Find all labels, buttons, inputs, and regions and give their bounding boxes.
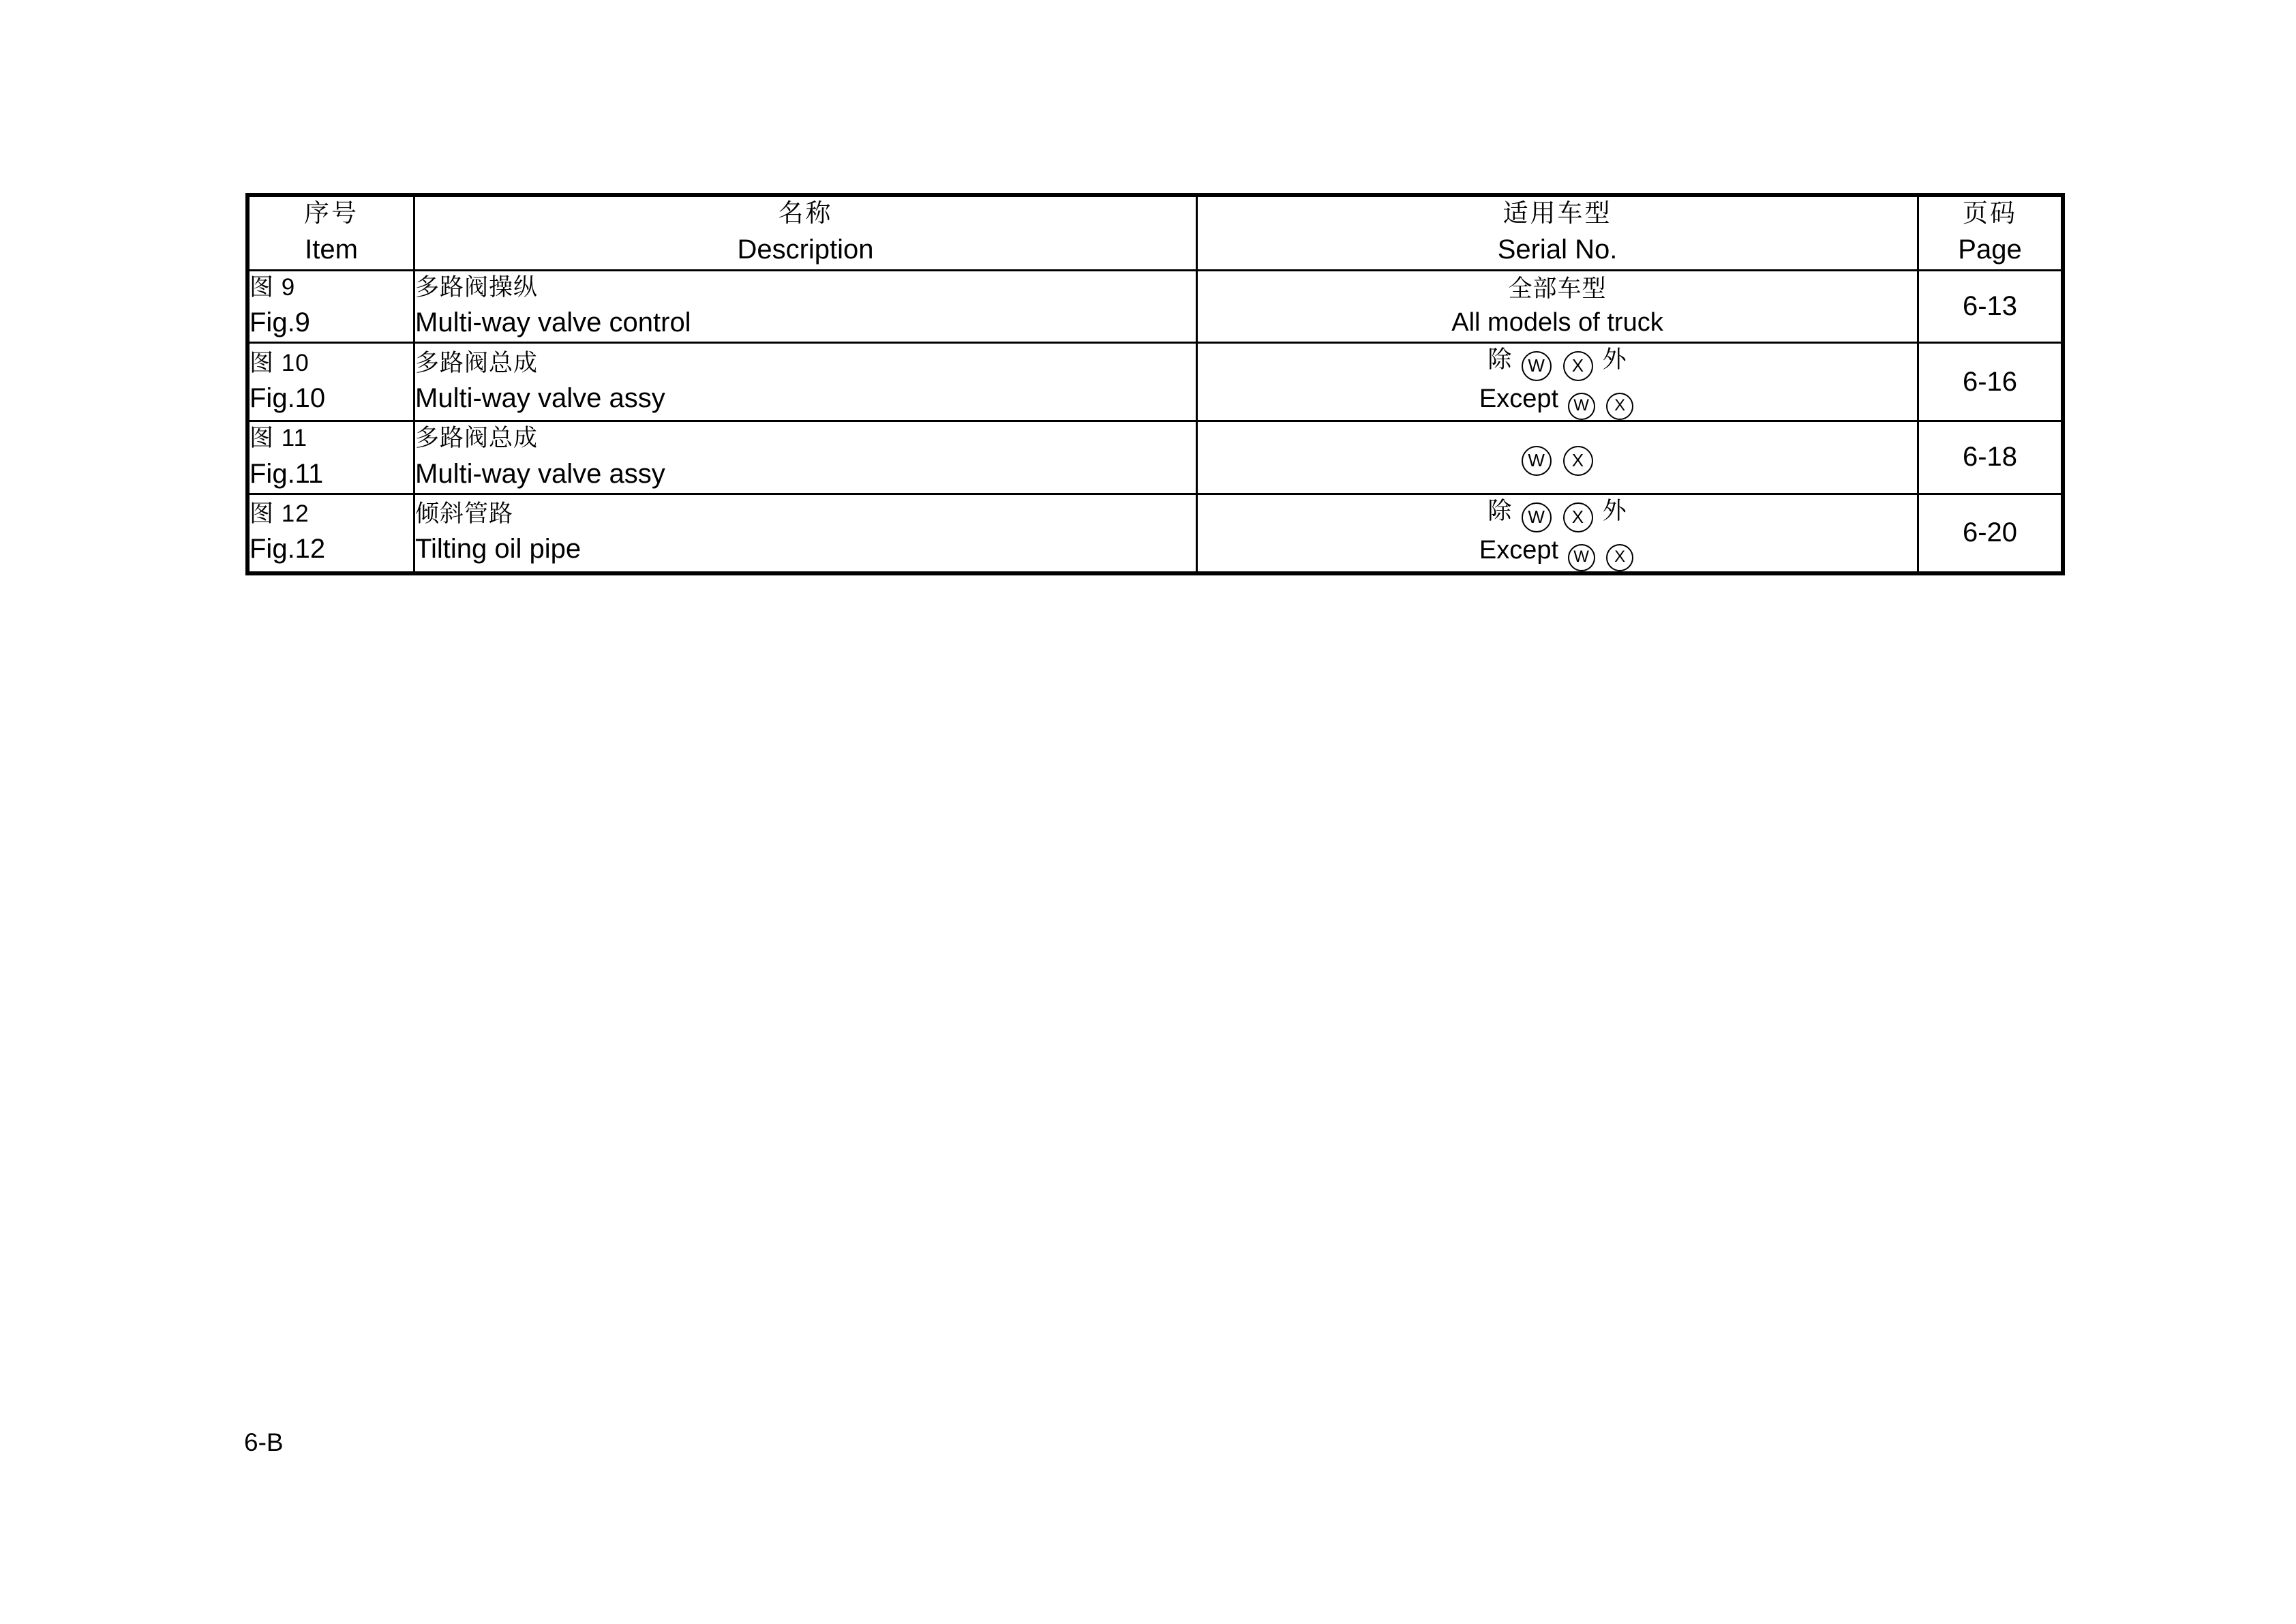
row-description [414,271,1197,343]
circled-w-icon: W [1522,446,1552,476]
row-serial-no [1197,343,1918,421]
row-item-en: Fig.12 [250,534,326,565]
header-page-cn: 页码 [1963,199,2017,227]
table-header-row [247,195,2063,271]
row-description-en: Multi-way valve assy [415,458,665,489]
row-serial-cn-suffix: 外 [1602,497,1627,524]
row-serial-cn [1198,273,1917,305]
row-description-cn: 多路阀总成 [415,425,539,452]
row-page: 6-18 [1918,421,2064,494]
header-serial-no-cn: 适用车型 [1502,199,1612,227]
header-serial-no [1197,195,1918,271]
circled-w-icon: W [1522,502,1552,532]
circled-w-icon: W [1568,544,1595,571]
row-serial-en-prefix: All models of truck [1451,307,1663,337]
row-description-cn: 多路阀操纵 [415,274,539,301]
row-serial-en-prefix: Except [1479,535,1559,565]
row-serial-cn [1198,438,1917,476]
row-page: 6-20 [1918,494,2064,573]
row-serial-cn-prefix: 除 [1487,497,1513,524]
row-description-en: Multi-way valve control [415,307,691,338]
table-row [247,494,2063,573]
row-serial-en [1198,381,1917,420]
row-item [247,271,414,343]
row-serial-no [1197,421,1918,494]
header-item-en: Item [305,235,358,265]
row-page: 6-13 [1918,271,2064,343]
circled-x-icon: X [1606,544,1633,571]
row-item [247,421,414,494]
row-description [414,494,1197,573]
row-item-en: Fig.9 [250,307,310,338]
header-serial-no-en: Serial No. [1497,235,1618,265]
circled-w-icon: W [1568,393,1595,420]
header-description-en: Description [737,235,874,265]
row-serial-cn [1198,495,1917,532]
row-serial-cn [1198,344,1917,381]
row-serial-en [1198,305,1917,341]
header-item-cn: 序号 [304,199,359,227]
circled-x-icon: X [1563,446,1593,476]
row-page: 6-16 [1918,343,2064,421]
row-item-en: Fig.10 [250,382,326,413]
row-description-cn: 倾斜管路 [415,500,514,527]
row-serial-en-prefix: Except [1479,385,1559,414]
parts-catalog-table [245,193,2065,575]
row-item-en: Fig.11 [250,458,324,489]
footer-page-label: 6-B [244,1428,284,1456]
row-serial-no [1197,494,1918,573]
row-item-cn: 图 10 [250,349,309,376]
row-item-cn: 图 9 [250,274,296,301]
header-description [414,195,1197,271]
row-serial-cn-prefix: 全部车型 [1508,275,1607,302]
row-description-en: Multi-way valve assy [415,382,665,413]
row-description-en: Tilting oil pipe [415,534,581,565]
row-description-cn: 多路阀总成 [415,349,539,376]
circled-x-icon: X [1606,393,1633,420]
row-item [247,494,414,573]
header-item [247,195,414,271]
row-description [414,343,1197,421]
row-serial-cn-prefix: 除 [1487,346,1513,374]
table-row [247,343,2063,421]
header-description-cn: 名称 [778,199,833,227]
header-page [1918,195,2064,271]
row-item-cn: 图 11 [250,425,308,452]
table-row [247,421,2063,494]
circled-x-icon: X [1563,502,1593,532]
row-serial-no [1197,271,1918,343]
header-page-en: Page [1958,235,2022,265]
circled-x-icon: X [1563,351,1593,381]
row-serial-en [1198,532,1917,571]
circled-w-icon: W [1522,351,1552,381]
row-description [414,421,1197,494]
row-serial-cn-suffix: 外 [1602,346,1627,374]
row-item [247,343,414,421]
row-item-cn: 图 12 [250,500,309,527]
table-row [247,271,2063,343]
